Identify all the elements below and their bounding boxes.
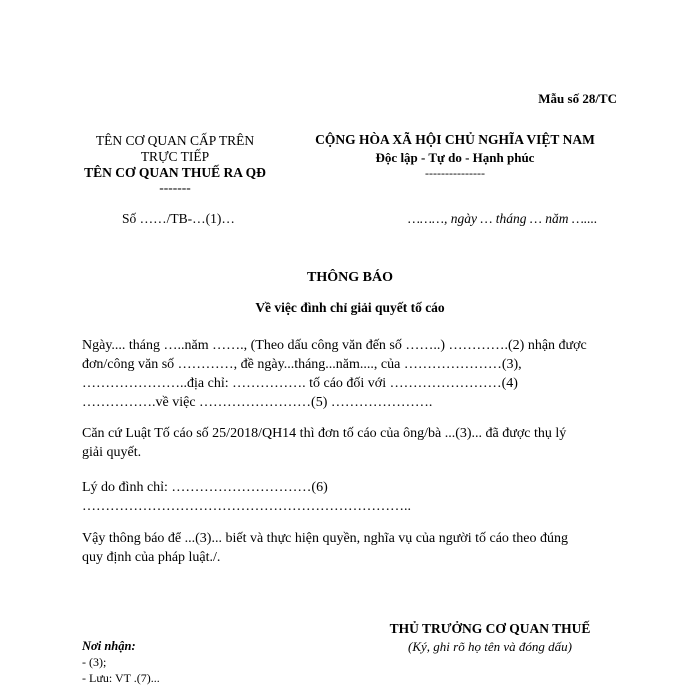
recipients-label: Nơi nhận: (82, 639, 136, 653)
paragraph-line: Căn cứ Luật Tố cáo số 25/2018/QH14 thì đơn tố cáo của ông/bà ...(3)... đã được thụ lý (82, 426, 567, 441)
form-number: Mẫu số 28/TC (538, 91, 617, 106)
paragraph-line: đơn/công văn số …………, đề ngày...tháng...năm...., của …………………(3), (82, 357, 522, 372)
recipient-item: - (3); (82, 655, 107, 669)
nation-title: CỘNG HÒA XÃ HỘI CHỦ NGHĨA VIỆT NAM (315, 132, 595, 147)
paragraph-line: Lý do đình chỉ: …………………………(6) (82, 480, 328, 495)
issuing-agency: TÊN CƠ QUAN THUẾ RA QĐ (84, 165, 266, 180)
signer-role: THỦ TRƯỞNG CƠ QUAN THUẾ (389, 621, 591, 636)
header-right-separator: --------------- (425, 166, 485, 180)
paragraph-reason (82, 478, 622, 516)
paragraph-line: …………………………………………………………….. (82, 499, 411, 514)
header-left (75, 133, 275, 195)
document-subtitle: Về việc đình chỉ giải quyết tố cáo (255, 300, 445, 315)
signature-block (340, 620, 640, 656)
paragraph-line: Vậy thông báo để ...(3)... biết và thực hiện quyền, nghĩa vụ của người tố cáo theo đúng (82, 531, 569, 546)
header-left-separator: ------- (159, 180, 191, 195)
paragraph-line: …………….về việc ……………………(5) …………………. (82, 395, 433, 410)
date-line: ………, ngày … tháng … năm ….... (408, 211, 598, 226)
paragraph-conclusion (82, 529, 622, 567)
header-right (290, 131, 620, 179)
paragraph-receipt (82, 336, 622, 412)
paragraph-legal-basis (82, 424, 622, 462)
document-number: Số ……/TB-…(1)… (122, 211, 235, 226)
paragraph-line: …………………..địa chỉ: ……………. tố cáo đối với ……………………(4) (82, 376, 518, 391)
superior-agency-line1: TÊN CƠ QUAN CẤP TRÊN (95, 133, 255, 148)
recipient-item: - Lưu: VT .(7)... (82, 671, 160, 685)
recipients-block (82, 638, 160, 686)
document-title: THÔNG BÁO (307, 270, 393, 285)
paragraph-line: giải quyết. (82, 445, 142, 460)
paragraph-line: quy định của pháp luật./. (82, 550, 221, 565)
superior-agency-line2: TRỰC TIẾP (140, 149, 210, 164)
signer-note: (Ký, ghi rõ họ tên và đóng dấu) (408, 639, 572, 654)
paragraph-line: Ngày.... tháng …..năm ……., (Theo dấu công văn đến số ……..) ………….(2) nhận được (82, 338, 587, 353)
national-motto: Độc lập - Tự do - Hạnh phúc (375, 150, 535, 165)
